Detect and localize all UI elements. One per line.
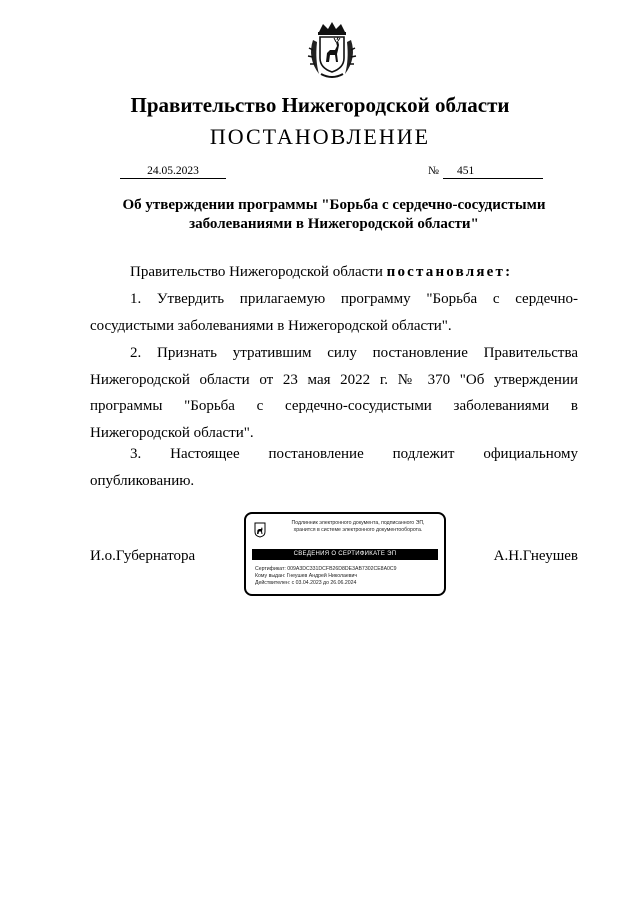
coat-of-arms-icon (303, 20, 361, 80)
paragraph-item-2: 2. Признать утратившим силу постановление Правительства Нижегородской области от 23 мая 2022 г. № 370 "Об утверждении программы "Борьба с сердечно-сосудистыми заболеваниями в Нижегородской области". (90, 345, 578, 441)
electronic-signature-stamp (244, 512, 446, 596)
stamp-certificate: Сертификат: 009A3DC331DCFB26D8DE3AB7302CE8A0C9 (255, 566, 397, 572)
stamp-band: СВЕДЕНИЯ О СЕРТИФИКАТЕ ЭП (252, 549, 438, 560)
paragraph-item-1: 1. Утвердить прилагаемую программу "Борьба с сердечно-сосудистыми заболеваниями в Нижегородской области". (90, 291, 578, 334)
stamp-caption-line2: хранится в системе электронного документооборота. (293, 527, 423, 533)
intro-resolves: постановляет: (386, 264, 513, 280)
coat-of-arms-icon (254, 522, 266, 538)
signatory-name: А.Н.Гнеушев (493, 548, 578, 564)
document-number: 451 (443, 164, 543, 179)
intro-text: Правительство Нижегородской области (130, 264, 387, 280)
intro-paragraph (90, 259, 578, 286)
stamp-caption-line1: Подлинник электронного документа, подписанного ЭП, (291, 520, 425, 526)
stamp-caption (274, 520, 442, 534)
number-label: № (428, 165, 439, 177)
paragraph-item-3: 3. Настоящее постановление подлежит официальному опубликованию. (90, 446, 578, 489)
document-type: ПОСТАНОВЛЕНИЕ (209, 124, 431, 149)
document-title: Об утверждении программы "Борьба с сердечно-сосудистыми заболеваниями в Нижегородской области" (122, 197, 546, 232)
organization-name: Правительство Нижегородской области (130, 93, 510, 117)
signatory-position: И.о.Губернатора (90, 548, 196, 564)
stamp-owner: Кому выдан: Гнеушев Андрей Николаевич (255, 573, 358, 579)
document-date: 24.05.2023 (120, 164, 226, 179)
stamp-validity: Действителен: с 03.04.2023 до 26.06.2024 (255, 580, 357, 586)
